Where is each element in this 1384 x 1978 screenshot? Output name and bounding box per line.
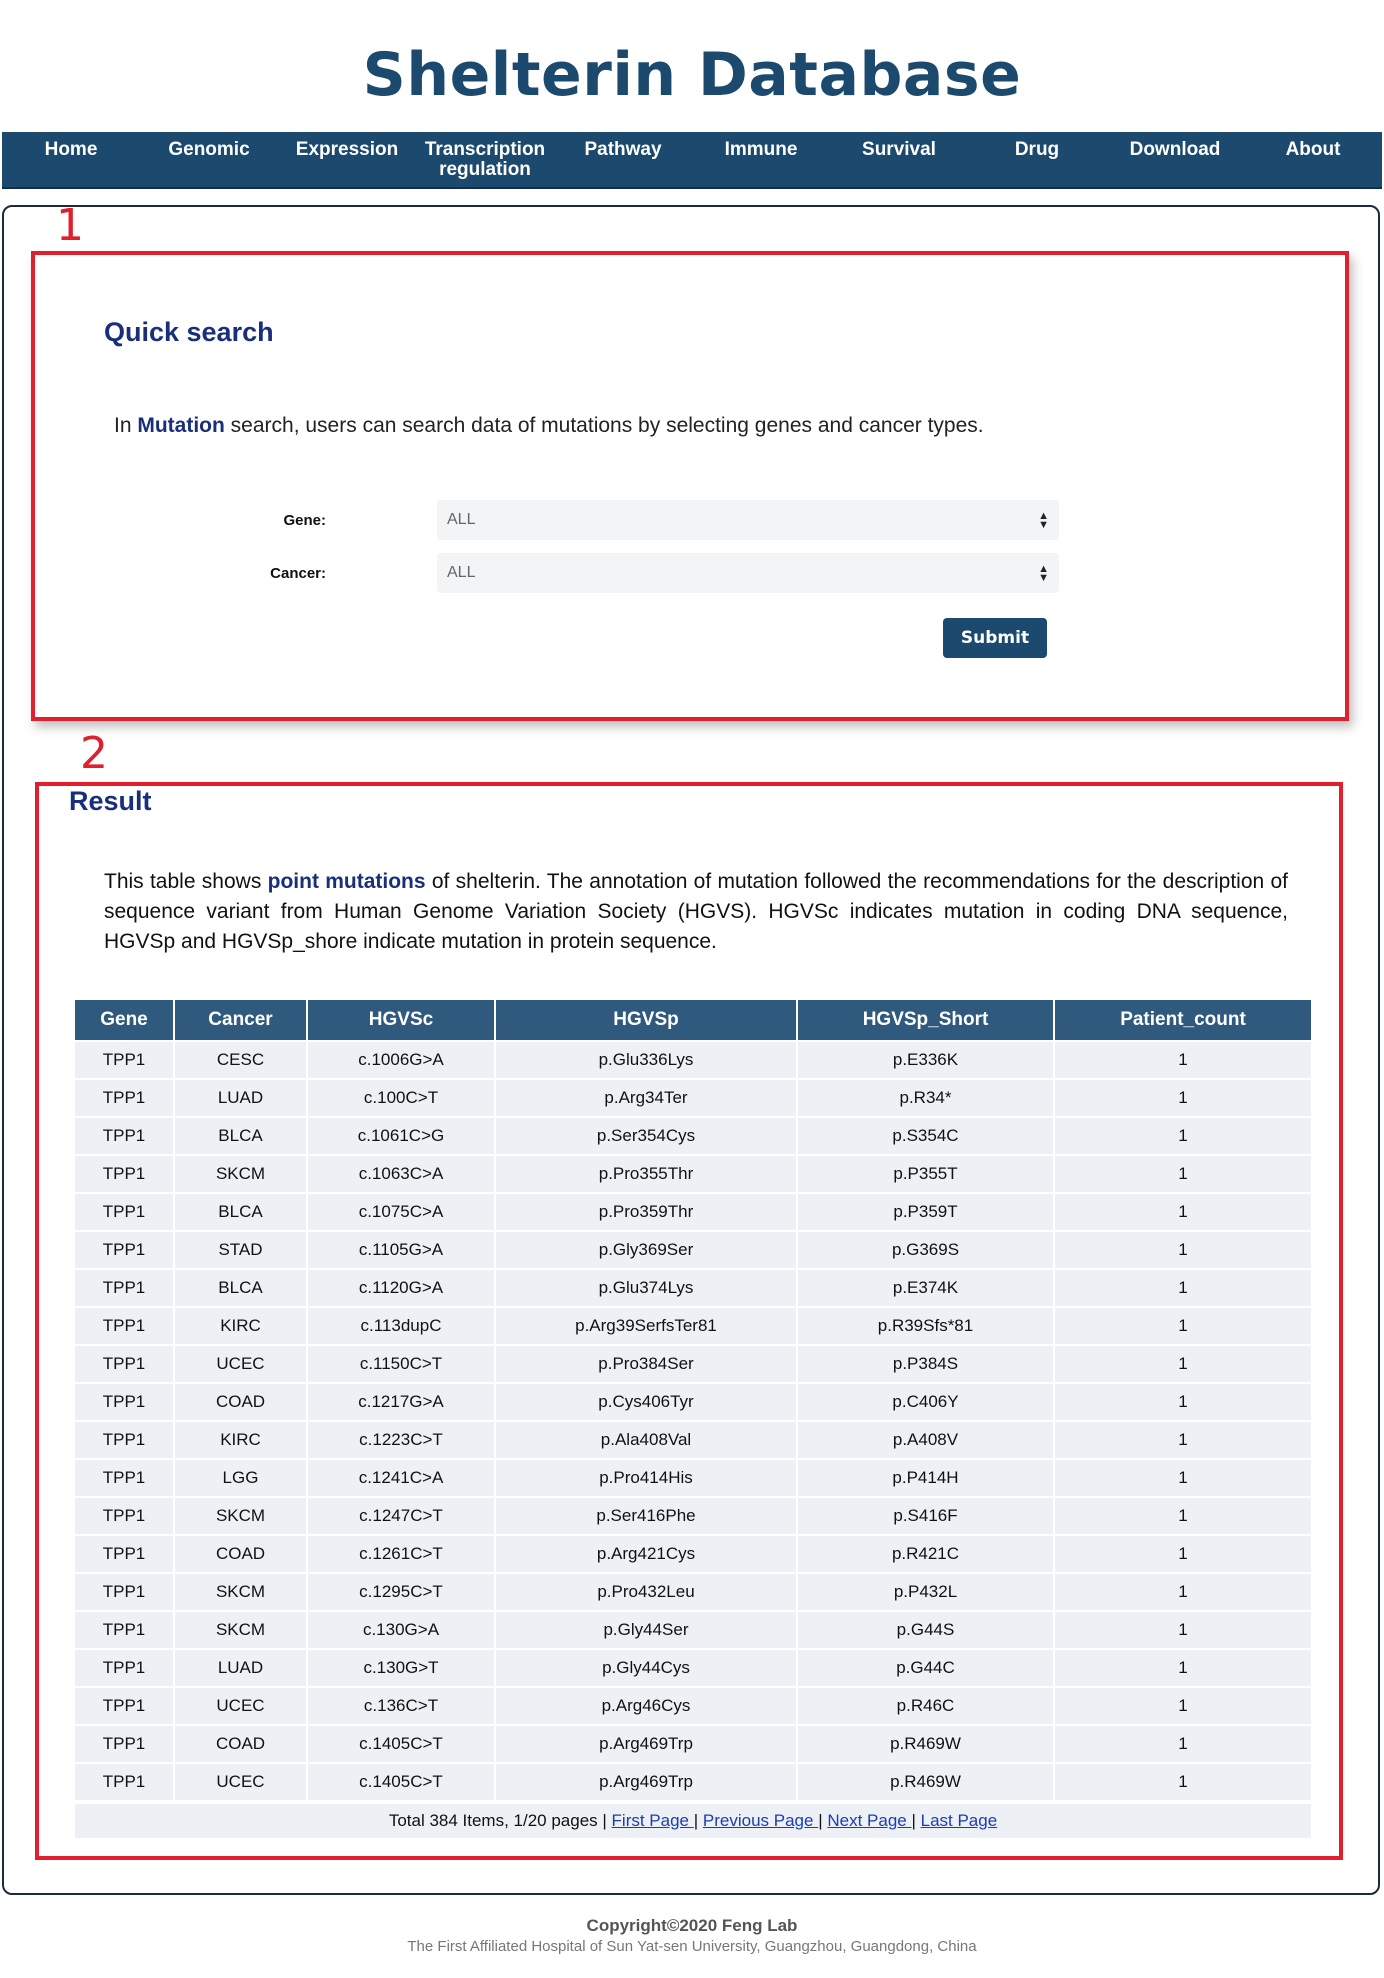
table-cell: UCEC [174, 1687, 307, 1725]
table-cell: SKCM [174, 1497, 307, 1535]
table-cell: p.Pro355Thr [495, 1155, 797, 1193]
nav-home[interactable]: Home [44, 139, 98, 160]
table-row [75, 1763, 1311, 1800]
table-cell: p.Ala408Val [495, 1421, 797, 1459]
first-page-link[interactable]: First Page [611, 1811, 694, 1830]
column-header: HGVSc [307, 1000, 495, 1041]
column-header: HGVSp [495, 1000, 797, 1041]
table-row [75, 1117, 1311, 1155]
annotation-number-1: 1 [56, 200, 84, 251]
table-cell: 1 [1054, 1117, 1311, 1155]
table-cell: p.S416F [797, 1497, 1054, 1535]
table-cell: 1 [1054, 1193, 1311, 1231]
table-cell: c.100C>T [307, 1079, 495, 1117]
nav-survival[interactable]: Survival [862, 139, 936, 160]
table-cell: p.Arg421Cys [495, 1535, 797, 1573]
nav-drug[interactable]: Drug [1014, 139, 1060, 160]
table-cell: p.G44C [797, 1649, 1054, 1687]
table-cell: p.R46C [797, 1687, 1054, 1725]
table-cell: p.Pro432Leu [495, 1573, 797, 1611]
table-cell: p.P414H [797, 1459, 1054, 1497]
table-cell: p.C406Y [797, 1383, 1054, 1421]
nav-pathway[interactable]: Pathway [584, 139, 662, 160]
table-cell: TPP1 [75, 1535, 174, 1573]
table-cell: TPP1 [75, 1459, 174, 1497]
table-cell: p.Arg469Trp [495, 1725, 797, 1763]
table-cell: SKCM [174, 1155, 307, 1193]
table-cell: BLCA [174, 1117, 307, 1155]
table-cell: 1 [1054, 1535, 1311, 1573]
table-cell: p.R34* [797, 1079, 1054, 1117]
table-cell: c.1241C>A [307, 1459, 495, 1497]
table-cell: c.1061C>G [307, 1117, 495, 1155]
table-cell: COAD [174, 1725, 307, 1763]
table-cell: p.P359T [797, 1193, 1054, 1231]
quick-search-section [31, 251, 1349, 721]
column-header: HGVSp_Short [797, 1000, 1054, 1041]
table-cell: c.1217G>A [307, 1383, 495, 1421]
cancer-select-value: ALL [447, 564, 476, 581]
table-cell: p.P432L [797, 1573, 1054, 1611]
table-cell: BLCA [174, 1269, 307, 1307]
table-cell: c.1120G>A [307, 1269, 495, 1307]
result-title: Result [69, 786, 152, 816]
table-cell: c.136C>T [307, 1687, 495, 1725]
site-title: Shelterin Database [362, 40, 1022, 110]
table-cell: p.R39Sfs*81 [797, 1307, 1054, 1345]
table-cell: COAD [174, 1535, 307, 1573]
desc-suffix: of shelterin. The annotation of mutation followed the recommendations for the description of sequence variant from Human Genome Variation Society (HGVS). HGVSc indicates mutation in coding DNA sequence, HGVSp and HGVSp_shore indicate mutation in protein sequence. [104, 870, 1288, 953]
mutation-table [75, 1000, 1311, 1800]
table-cell: p.Gly369Ser [495, 1231, 797, 1269]
gene-select-value: ALL [447, 511, 476, 528]
result-description [104, 867, 1288, 957]
table-cell: TPP1 [75, 1763, 174, 1800]
table-cell: UCEC [174, 1345, 307, 1383]
pager-summary: Total 384 Items, 1/20 pages | [388, 1811, 612, 1830]
table-cell: TPP1 [75, 1269, 174, 1307]
intro-highlight: Mutation [137, 414, 225, 437]
main-navbar [2, 132, 1382, 189]
table-row [75, 1155, 1311, 1193]
table-cell: TPP1 [75, 1231, 174, 1269]
table-cell: p.E374K [797, 1269, 1054, 1307]
select-arrows-icon: ▲ ▼ [1038, 563, 1049, 584]
table-cell: LGG [174, 1459, 307, 1497]
table-cell: KIRC [174, 1421, 307, 1459]
table-row [75, 1649, 1311, 1687]
table-cell: TPP1 [75, 1193, 174, 1231]
table-cell: STAD [174, 1231, 307, 1269]
table-cell: p.E336K [797, 1041, 1054, 1079]
table-row [75, 1611, 1311, 1649]
table-cell: p.Glu374Lys [495, 1269, 797, 1307]
table-cell: TPP1 [75, 1649, 174, 1687]
table-cell: p.Ser416Phe [495, 1497, 797, 1535]
next-page-link[interactable]: Next Page [827, 1811, 912, 1830]
cancer-select[interactable] [437, 553, 1059, 593]
table-cell: c.1006G>A [307, 1041, 495, 1079]
table-row [75, 1231, 1311, 1269]
table-header-row [75, 1000, 1311, 1041]
table-row [75, 1193, 1311, 1231]
table-cell: c.1295C>T [307, 1573, 495, 1611]
table-cell: p.R469W [797, 1725, 1054, 1763]
table-row [75, 1573, 1311, 1611]
last-page-link[interactable]: Last Page [920, 1811, 998, 1830]
table-cell: 1 [1054, 1269, 1311, 1307]
pager-separator: | [818, 1811, 823, 1830]
table-cell: TPP1 [75, 1497, 174, 1535]
table-row [75, 1269, 1311, 1307]
table-cell: p.Pro384Ser [495, 1345, 797, 1383]
table-cell: CESC [174, 1041, 307, 1079]
intro-suffix: search, users can search data of mutations by selecting genes and cancer types. [224, 414, 984, 437]
gene-label: Gene: [283, 512, 326, 529]
table-cell: 1 [1054, 1383, 1311, 1421]
table-cell: 1 [1054, 1763, 1311, 1800]
table-cell: p.Pro414His [495, 1459, 797, 1497]
cancer-label: Cancer: [270, 565, 326, 582]
table-row [75, 1687, 1311, 1725]
table-cell: p.G369S [797, 1231, 1054, 1269]
table-cell: 1 [1054, 1687, 1311, 1725]
table-cell: p.G44S [797, 1611, 1054, 1649]
table-row [75, 1079, 1311, 1117]
column-header: Patient_count [1054, 1000, 1311, 1041]
table-cell: UCEC [174, 1763, 307, 1800]
table-cell: TPP1 [75, 1041, 174, 1079]
table-cell: 1 [1054, 1649, 1311, 1687]
table-cell: 1 [1054, 1725, 1311, 1763]
table-cell: c.1223C>T [307, 1421, 495, 1459]
table-cell: LUAD [174, 1079, 307, 1117]
nav-transcription-regulation[interactable]: Transcription regulation [424, 139, 546, 180]
table-cell: BLCA [174, 1193, 307, 1231]
table-cell: c.1405C>T [307, 1725, 495, 1763]
table-cell: p.R469W [797, 1763, 1054, 1800]
nav-genomic[interactable]: Genomic [168, 139, 250, 160]
table-cell: TPP1 [75, 1345, 174, 1383]
table-cell: COAD [174, 1383, 307, 1421]
table-cell: TPP1 [75, 1117, 174, 1155]
table-cell: 1 [1054, 1231, 1311, 1269]
table-cell: KIRC [174, 1307, 307, 1345]
table-cell: 1 [1054, 1155, 1311, 1193]
column-header: Cancer [174, 1000, 307, 1041]
table-cell: p.Pro359Thr [495, 1193, 797, 1231]
table-cell: p.A408V [797, 1421, 1054, 1459]
table-cell: LUAD [174, 1649, 307, 1687]
desc-highlight: point mutations [267, 870, 426, 893]
table-cell: c.1063C>A [307, 1155, 495, 1193]
table-cell: p.Arg34Ter [495, 1079, 797, 1117]
table-cell: c.130G>T [307, 1649, 495, 1687]
table-cell: TPP1 [75, 1307, 174, 1345]
table-cell: 1 [1054, 1421, 1311, 1459]
table-cell: 1 [1054, 1459, 1311, 1497]
table-cell: p.P355T [797, 1155, 1054, 1193]
table-cell: 1 [1054, 1079, 1311, 1117]
table-cell: c.1150C>T [307, 1345, 495, 1383]
table-cell: SKCM [174, 1573, 307, 1611]
table-cell: p.Arg469Trp [495, 1763, 797, 1800]
table-cell: p.P384S [797, 1345, 1054, 1383]
table-cell: c.130G>A [307, 1611, 495, 1649]
footer-address: The First Affiliated Hospital of Sun Yat-sen University, Guangzhou, Guangdong, China [407, 1938, 977, 1955]
table-cell: TPP1 [75, 1687, 174, 1725]
table-row [75, 1459, 1311, 1497]
select-arrows-icon: ▲ ▼ [1038, 510, 1049, 531]
table-row [75, 1421, 1311, 1459]
quick-search-intro [114, 414, 984, 438]
table-cell: p.R421C [797, 1535, 1054, 1573]
table-row [75, 1383, 1311, 1421]
quick-search-title: Quick search [104, 317, 274, 347]
intro-prefix: In [114, 414, 138, 437]
table-cell: TPP1 [75, 1611, 174, 1649]
footer-copyright: Copyright©2020 Feng Lab [586, 1916, 798, 1935]
table-cell: p.S354C [797, 1117, 1054, 1155]
table-cell: SKCM [174, 1611, 307, 1649]
table-cell: p.Gly44Ser [495, 1611, 797, 1649]
table-cell: p.Gly44Cys [495, 1649, 797, 1687]
table-cell: 1 [1054, 1041, 1311, 1079]
nav-download[interactable]: Download [1129, 139, 1221, 160]
table-cell: p.Arg39SerfsTer81 [495, 1307, 797, 1345]
annotation-number-2: 2 [80, 728, 108, 779]
table-cell: c.1261C>T [307, 1535, 495, 1573]
table-cell: TPP1 [75, 1383, 174, 1421]
table-cell: 1 [1054, 1497, 1311, 1535]
table-cell: 1 [1054, 1573, 1311, 1611]
table-row [75, 1307, 1311, 1345]
table-row [75, 1725, 1311, 1763]
previous-page-link[interactable]: Previous Page [702, 1811, 819, 1830]
table-row [75, 1345, 1311, 1383]
table-cell: p.Arg46Cys [495, 1687, 797, 1725]
table-cell: TPP1 [75, 1155, 174, 1193]
table-cell: TPP1 [75, 1725, 174, 1763]
desc-prefix: This table shows [104, 870, 268, 893]
result-section [35, 782, 1343, 1860]
table-cell: 1 [1054, 1611, 1311, 1649]
pager-separator: | [693, 1811, 699, 1830]
table-cell: c.1105G>A [307, 1231, 495, 1269]
table-row [75, 1041, 1311, 1079]
table-cell: c.113dupC [307, 1307, 495, 1345]
table-cell: c.1405C>T [307, 1763, 495, 1800]
submit-button[interactable]: Submit [943, 618, 1047, 658]
table-row [75, 1497, 1311, 1535]
nav-expression[interactable]: Expression [295, 139, 399, 160]
table-cell: TPP1 [75, 1421, 174, 1459]
table-cell: TPP1 [75, 1079, 174, 1117]
table-cell: 1 [1054, 1345, 1311, 1383]
table-cell: TPP1 [75, 1573, 174, 1611]
table-cell: c.1247C>T [307, 1497, 495, 1535]
nav-about[interactable]: About [1285, 139, 1341, 160]
gene-select[interactable] [437, 500, 1059, 540]
table-cell: p.Glu336Lys [495, 1041, 797, 1079]
pager-separator: | [911, 1811, 916, 1830]
nav-immune[interactable]: Immune [724, 139, 798, 160]
table-cell: c.1075C>A [307, 1193, 495, 1231]
table-cell: 1 [1054, 1307, 1311, 1345]
table-cell: p.Ser354Cys [495, 1117, 797, 1155]
column-header: Gene [75, 1000, 174, 1041]
pagination-bar [75, 1804, 1311, 1838]
table-cell: p.Cys406Tyr [495, 1383, 797, 1421]
table-row [75, 1535, 1311, 1573]
